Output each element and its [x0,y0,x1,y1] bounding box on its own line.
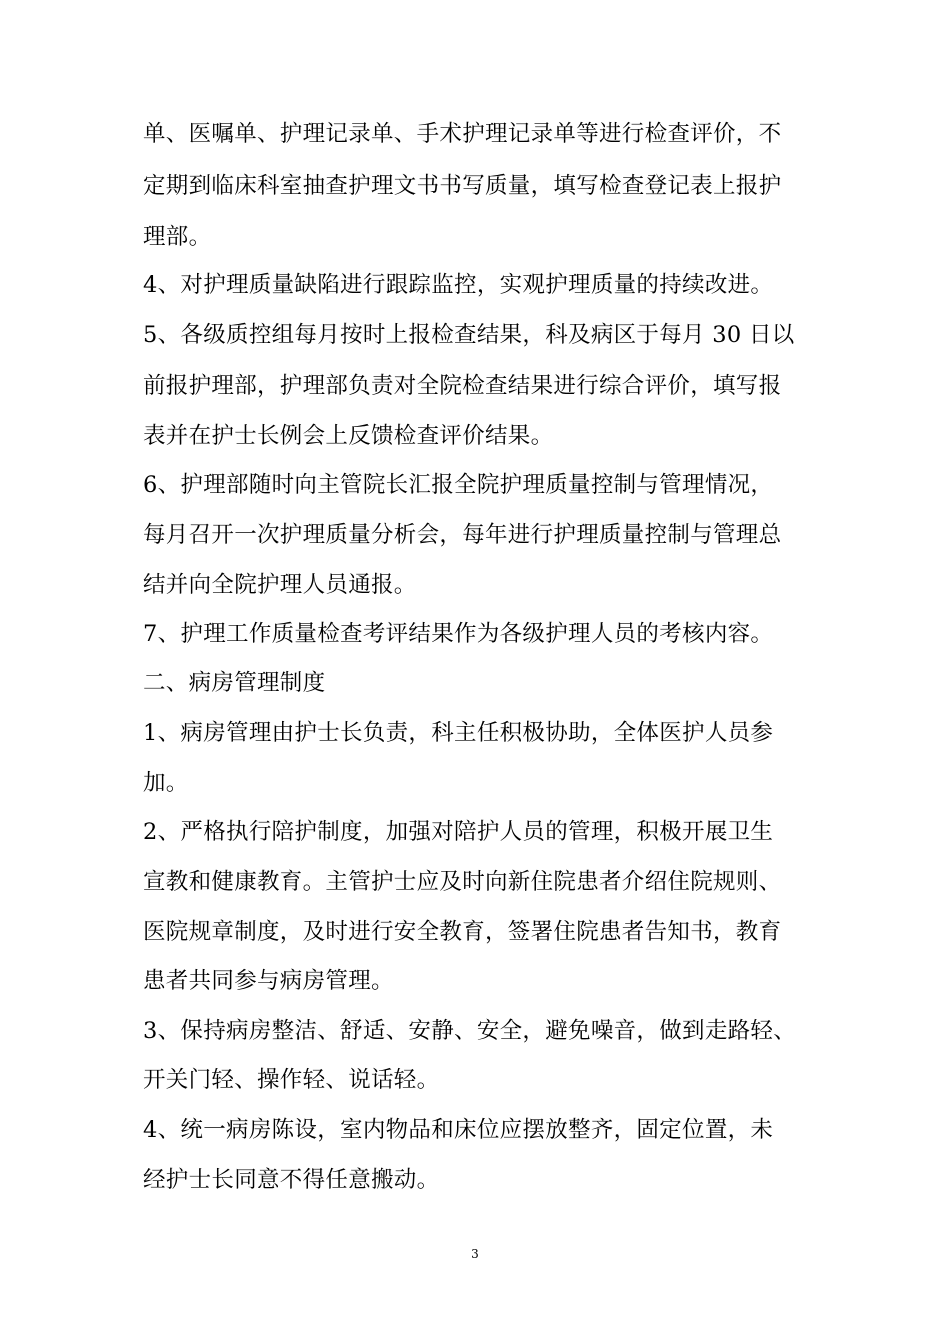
text-line: 4、统一病房陈设，室内物品和床位应摆放整齐，固定位置，未 [143,1117,774,1143]
text-line: 患者共同参与病房管理。 [143,968,394,994]
text-line: 2、严格执行陪护制度，加强对陪护人员的管理，积极开展卫生 [143,819,774,845]
text-line: 前报护理部，护理部负责对全院检查结果进行综合评价，填写报 [143,373,782,399]
text-line: 理部。 [143,224,212,250]
section-heading: 二、病房管理制度 [143,670,326,696]
text-line: 每月召开一次护理质量分析会，每年进行护理质量控制与管理总 [143,522,782,548]
text-line: 定期到临床科室抽查护理文书书写质量，填写检查登记表上报护 [143,173,782,199]
text-line: 7、护理工作质量检查考评结果作为各级护理人员的考核内容。 [143,621,774,647]
text-line: 开关门轻、操作轻、说话轻。 [143,1067,440,1093]
text-line: 单、医嘱单、护理记录单、手术护理记录单等进行检查评价，不 [143,121,782,147]
text-line: 宣教和健康教育。主管护士应及时向新住院患者介绍住院规则、 [143,869,782,895]
text-line: 6、护理部随时向主管院长汇报全院护理质量控制与管理情况， [143,472,774,498]
text-line: 医院规章制度，及时进行安全教育，签署住院患者告知书，教育 [143,919,782,945]
text-line: 结并向全院护理人员通报。 [143,572,417,598]
page-number: 3 [471,1247,479,1261]
text-line: 经护士长同意不得任意搬动。 [143,1167,440,1193]
text-line: 加。 [143,770,189,796]
text-line: 3、保持病房整洁、舒适、安静、安全，避免噪音，做到走路轻、 [143,1018,797,1044]
text-line: 1、病房管理由护士长负责，科主任积极协助，全体医护人员参 [143,720,774,746]
text-line: 4、对护理质量缺陷进行跟踪监控，实观护理质量的持续改进。 [143,272,774,298]
text-line: 表并在护士长例会上反馈检查评价结果。 [143,423,554,449]
text-line: 5、各级质控组每月按时上报检查结果，科及病区于每月 30 日以 [143,322,795,348]
